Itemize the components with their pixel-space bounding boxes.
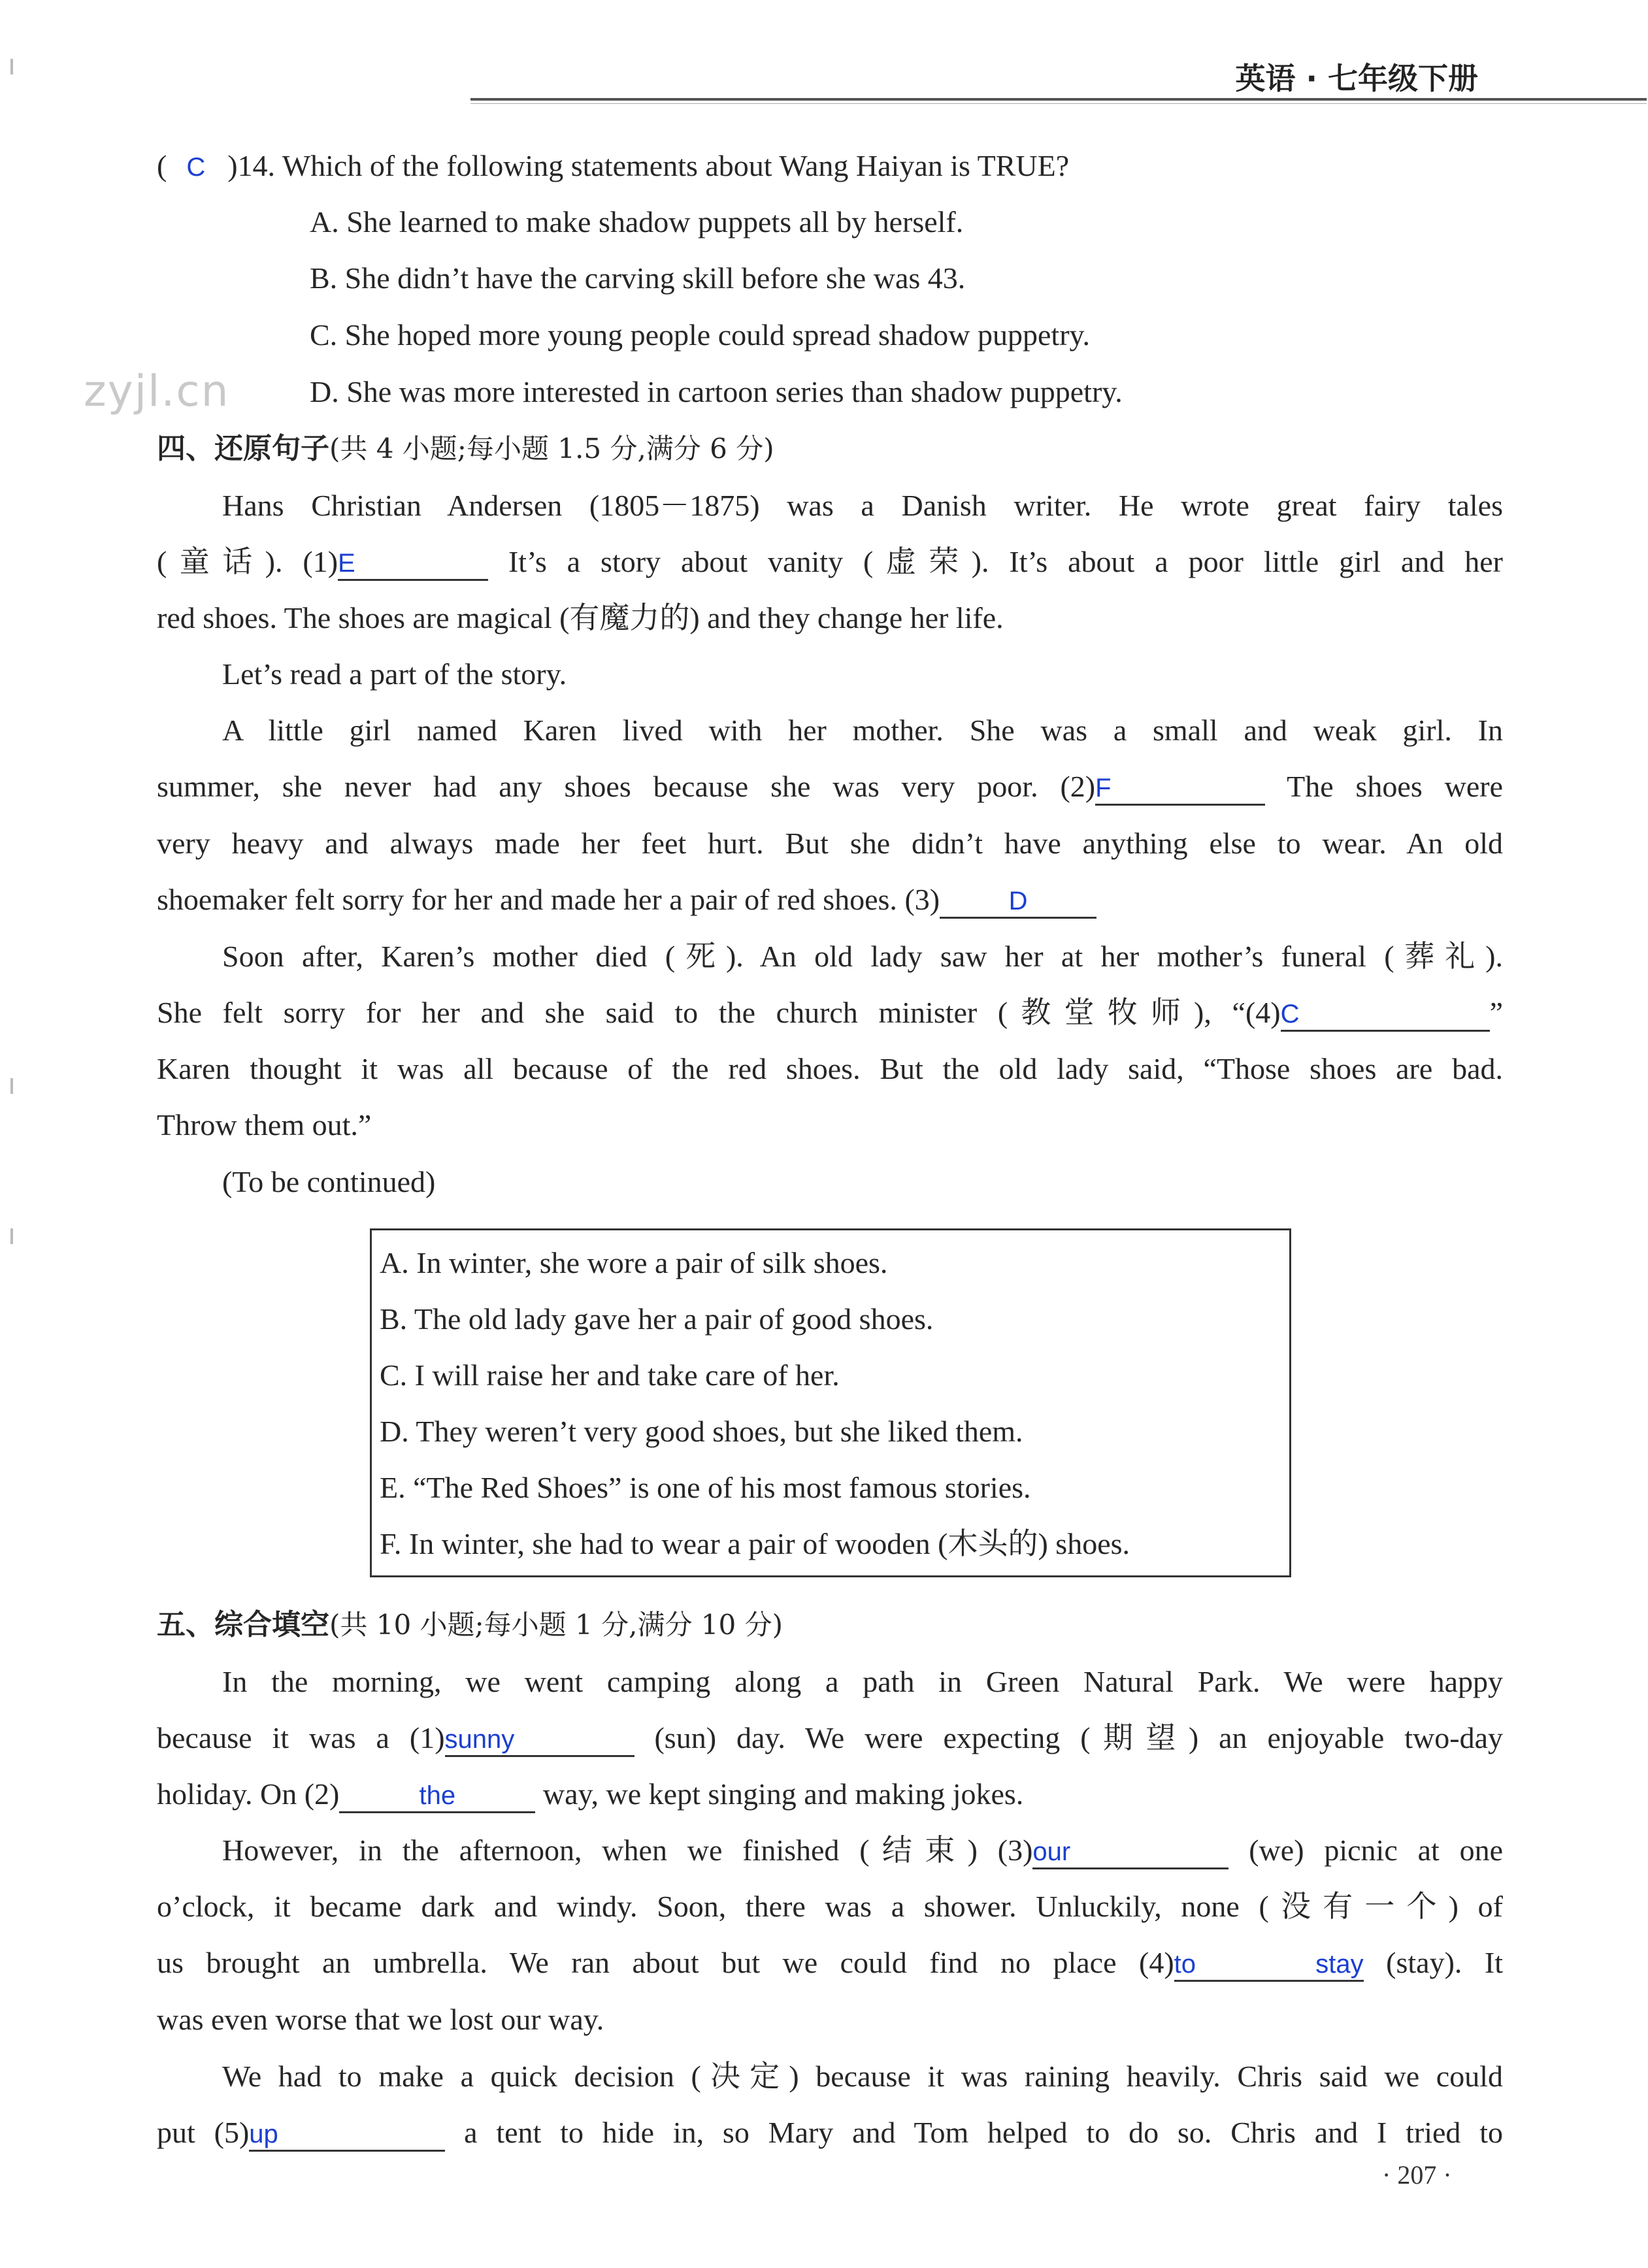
answer-14: C	[186, 153, 206, 182]
question-14-option-b: B. She didn’t have the carving skill before she was 43.	[310, 261, 966, 295]
header-rule	[470, 98, 1647, 101]
s4-paragraph-4-line-3: Karen thought it was all because of the red shoes. But the old lady said, “Those shoes are bad.	[157, 1052, 1503, 1085]
s4-paragraph-2: Let’s read a part of the story.	[222, 657, 567, 691]
blank-s4-2: F	[1095, 770, 1265, 806]
margin-mark	[10, 1228, 13, 1244]
option-b: B. The old lady gave her a pair of good shoes.	[380, 1302, 934, 1336]
option-d: D. They weren’t very good shoes, but she liked them.	[380, 1415, 1023, 1448]
s5-paragraph-2-line-1: However, in the afternoon, when we finished (结束) (3)our (we) picnic at one	[222, 1831, 1503, 1870]
question-14-option-c: C. She hoped more young people could spread shadow puppetry.	[310, 318, 1091, 352]
header-rule-thin	[470, 103, 1647, 104]
s5-paragraph-1-line-3: holiday. On (2) the way, we kept singing and making jokes.	[157, 1775, 1023, 1814]
s5-paragraph-3-line-2: put (5)up a tent to hide in, so Mary and Tom helped to do so. Chris and I tried to	[157, 2113, 1503, 2152]
blank-s4-3: D	[940, 883, 1096, 919]
to-be-continued: (To be continued)	[222, 1165, 436, 1198]
blank-s5-2: the	[339, 1777, 535, 1813]
section-4-note: (共 4 小题;每小题 1.5 分,满分 6 分)	[329, 433, 774, 465]
s4-paragraph-3-line-2: summer, she never had any shoes because she was very poor. (2)F The shoes were	[157, 767, 1503, 806]
options-box	[370, 1228, 1291, 1577]
s4-paragraph-3-line-1: A little girl named Karen lived with her mother. She was a small and weak girl. In	[222, 714, 1503, 747]
s4-paragraph-3-line-4: shoemaker felt sorry for her and made her a pair of red shoes. (3) D	[157, 880, 1096, 919]
section-4-heading	[157, 429, 774, 468]
section-5-note: (共 10 小题;每小题 1 分,满分 10 分)	[329, 1609, 783, 1641]
page-number: · 207 ·	[1382, 2160, 1452, 2190]
s5-paragraph-3-line-1: We had to make a quick decision (决定) because it was raining heavily. Chris said we could	[222, 2060, 1503, 2093]
blank-s4-1: E	[338, 545, 488, 581]
section-4-title: 四、还原句子	[157, 432, 329, 465]
question-14-stem: ( C )14. Which of the following statements about Wang Haiyan is TRUE?	[157, 149, 1070, 182]
page-header-title: 英语 · 七年级下册	[1235, 61, 1478, 96]
question-14-option-a: A. She learned to make shadow puppets all by herself.	[310, 205, 964, 238]
blank-s4-4: C	[1281, 996, 1490, 1032]
section-5-title: 五、综合填空	[157, 1608, 329, 1641]
margin-mark	[10, 59, 13, 74]
watermark: zyjl.cn	[84, 366, 230, 416]
s5-paragraph-1-line-2: because it was a (1)sunny (sun) day. We were expecting (期望) an enjoyable two-day	[157, 1718, 1503, 1758]
blank-s5-5: up	[249, 2116, 445, 2152]
s5-paragraph-2-line-3: us brought an umbrella. We ran about but we could find no place (4)to stay (stay). It	[157, 1943, 1503, 1982]
margin-mark	[10, 1078, 13, 1094]
blank-s5-4: to stay	[1174, 1946, 1364, 1982]
blank-s5-3: our	[1032, 1833, 1228, 1869]
s5-paragraph-2-line-4: was even worse that we lost our way.	[157, 2003, 604, 2036]
s4-paragraph-1-line-3: red shoes. The shoes are magical (有魔力的) and they change her life.	[157, 601, 1004, 634]
blank-s5-1: sunny	[445, 1721, 634, 1757]
s4-paragraph-3-line-3: very heavy and always made her feet hurt. But she didn’t have anything else to wear. An old	[157, 827, 1503, 860]
section-5-heading	[157, 1605, 783, 1645]
s5-paragraph-1-line-1: In the morning, we went camping along a path in Green Natural Park. We were happy	[222, 1665, 1503, 1698]
option-f: F. In winter, she had to wear a pair of wooden (木头的) shoes.	[380, 1527, 1130, 1560]
question-14-option-d: D. She was more interested in cartoon series than shadow puppetry.	[310, 375, 1123, 408]
option-e: E. “The Red Shoes” is one of his most famous stories.	[380, 1471, 1031, 1504]
s4-paragraph-4-line-1: Soon after, Karen’s mother died (死). An old lady saw her at her mother’s funeral (葬礼).	[222, 940, 1503, 973]
s5-paragraph-2-line-2: o’clock, it became dark and windy. Soon, there was a shower. Unluckily, none (没有一个) of	[157, 1890, 1503, 1923]
option-c: C. I will raise her and take care of her.	[380, 1358, 840, 1392]
option-a: A. In winter, she wore a pair of silk shoes.	[380, 1246, 888, 1279]
s4-paragraph-1-line-2: (童话). (1)E It’s a story about vanity (虚荣). It’s about a poor little girl and her	[157, 542, 1503, 582]
s4-paragraph-4-line-4: Throw them out.”	[157, 1108, 372, 1142]
s4-paragraph-1-line-1: Hans Christian Andersen (1805－1875) was a Danish writer. He wrote great fairy tales	[222, 489, 1503, 522]
s4-paragraph-4-line-2: She felt sorry for her and she said to the church minister (教堂牧师), “(4)C ”	[157, 993, 1503, 1032]
